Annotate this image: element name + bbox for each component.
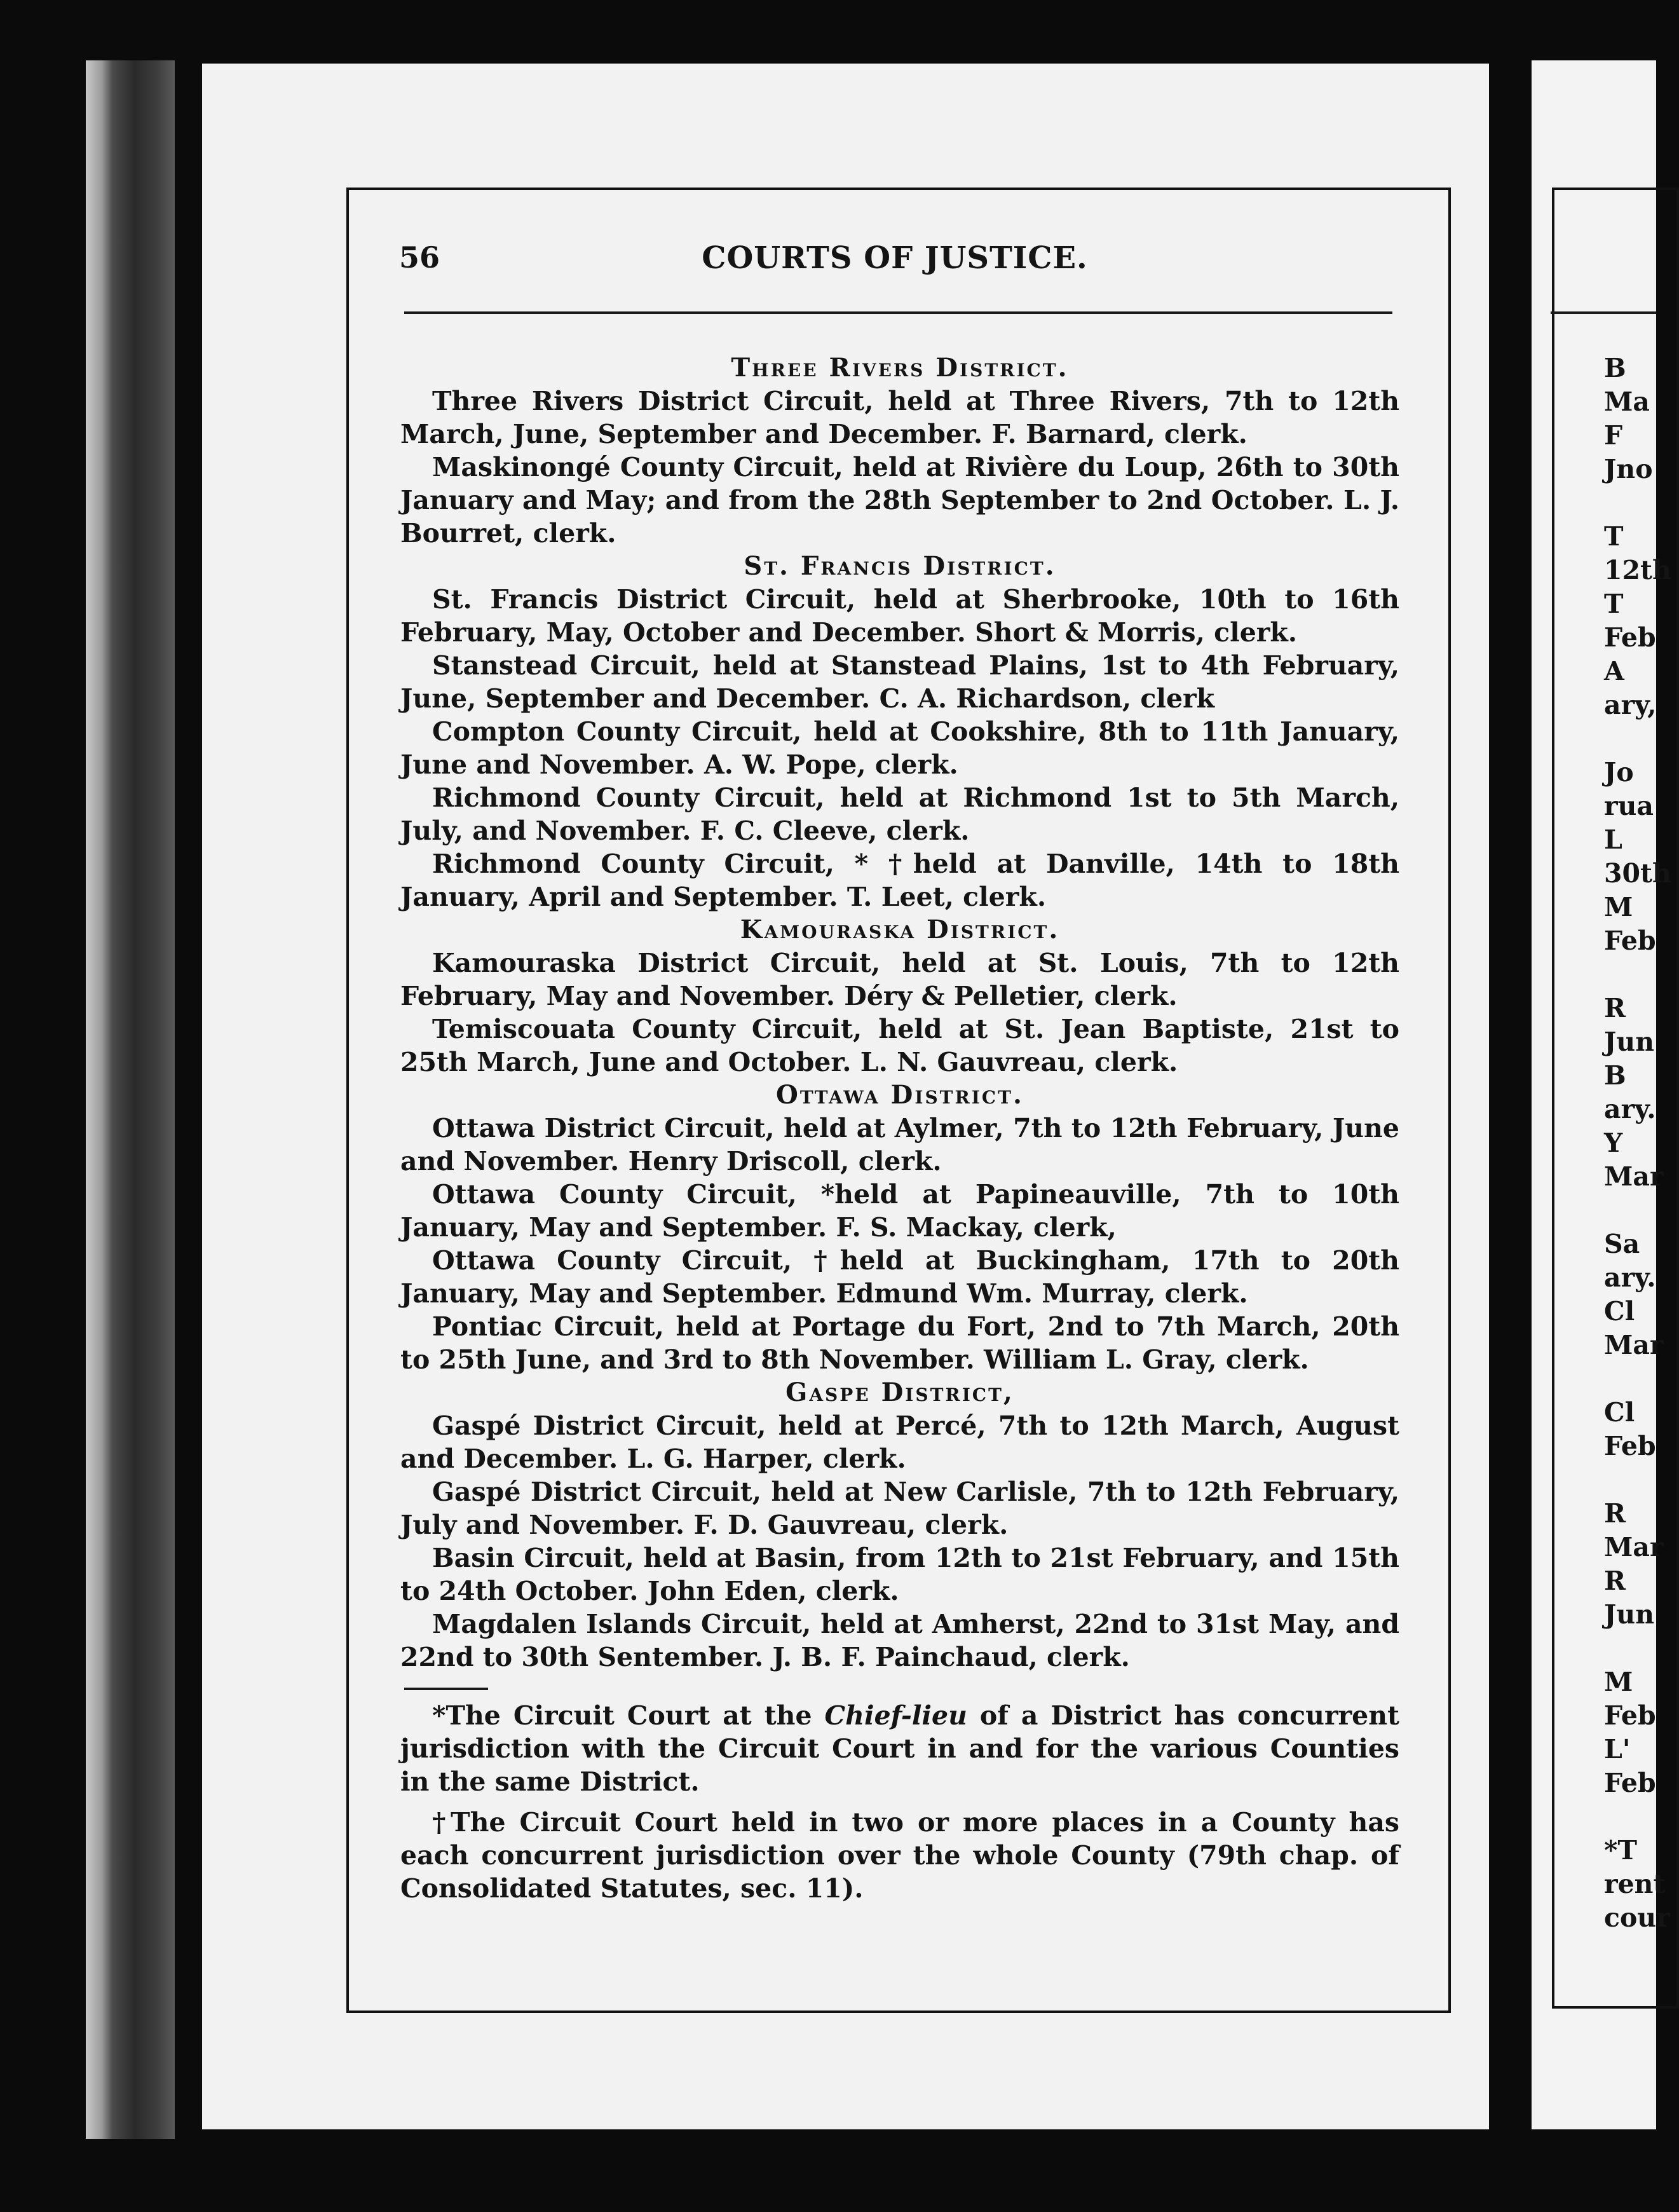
- facing-fragment: L': [1604, 1734, 1631, 1765]
- facing-fragment: 12th: [1604, 555, 1671, 585]
- facing-fragment: ary,: [1604, 690, 1657, 720]
- book-spine-shadow: [86, 60, 175, 2139]
- facing-fragment: Feb: [1604, 925, 1656, 956]
- facing-fragment: A: [1604, 656, 1624, 686]
- facing-fragment: Feb: [1604, 1768, 1656, 1798]
- facing-fragment: R: [1604, 1498, 1626, 1529]
- facing-fragment: [1604, 722, 1656, 756]
- facing-fragment: [1604, 486, 1656, 520]
- facing-header-rule: [1551, 311, 1656, 314]
- facing-fragment: Feb: [1604, 1431, 1656, 1461]
- district-heading: St. Francis District.: [744, 551, 1056, 581]
- facing-page-text-fragments: [1604, 352, 1671, 1935]
- facing-fragment: [1604, 1362, 1656, 1396]
- facing-fragment: [1604, 1800, 1656, 1834]
- facing-fragment: Cl: [1604, 1296, 1635, 1327]
- district-heading: Kamouraska District.: [740, 915, 1060, 945]
- district-heading: Ottawa District.: [776, 1080, 1024, 1110]
- circuit-entry: Basin Circuit, held at Basin, from 12th to 21st February, and 15th to 24th October. John Eden, clerk.: [400, 1543, 1399, 1606]
- facing-fragment: F: [1604, 420, 1623, 451]
- facing-fragment: R: [1604, 1566, 1626, 1596]
- facing-fragment: Jo: [1604, 757, 1634, 788]
- facing-fragment: Jun: [1604, 1027, 1655, 1057]
- facing-fragment: Y: [1604, 1128, 1623, 1158]
- circuit-entry: Gaspé District Circuit, held at New Carlisle, 7th to 12th February, July and November. F. D. Gauvreau, clerk.: [400, 1477, 1399, 1540]
- facing-fragment: 30th: [1604, 858, 1671, 889]
- facing-fragment: cour: [1604, 1902, 1670, 1933]
- running-head: [399, 240, 1390, 291]
- facing-fragment: L: [1604, 824, 1622, 855]
- facing-fragment: Mar: [1604, 1532, 1664, 1562]
- circuit-entry: Richmond County Circuit, held at Richmond 1st to 5th March, July, and November. F. C. Cleeve, clerk.: [400, 782, 1399, 846]
- footnote-star-text-end: of a District has concurrent jurisdiction with the Circuit Court in and for the various Counties in the same District.: [400, 1700, 1399, 1797]
- circuit-entry: Compton County Circuit, held at Cookshire, 8th to 11th January, June and November. A. W. Pope, clerk.: [400, 716, 1399, 780]
- district-heading: Gaspe District,: [785, 1377, 1014, 1407]
- facing-fragment: [1604, 1194, 1656, 1227]
- facing-fragment: Jno: [1604, 454, 1653, 484]
- facing-fragment: [1604, 1632, 1656, 1665]
- circuit-entry: Richmond County Circuit, * †held at Danville, 14th to 18th January, April and September. T. Leet, clerk.: [400, 849, 1399, 912]
- circuit-entry: Maskinongé County Circuit, held at Rivière du Loup, 26th to 30th January and May; and from the 28th September to 2nd October. L. J. Bourret, clerk.: [400, 452, 1399, 549]
- circuit-entry: Gaspé District Circuit, held at Percé, 7th to 12th March, August and December. L. G. Harper, clerk.: [400, 1410, 1399, 1474]
- circuit-entry: Three Rivers District Circuit, held at Three Rivers, 7th to 12th March, June, September and December. F. Barnard, clerk.: [400, 386, 1399, 449]
- circuit-entry: Magdalen Islands Circuit, held at Amherst, 22nd to 31st May, and 22nd to 30th Sentember. J. B. F. Painchaud, clerk.: [400, 1609, 1399, 1672]
- facing-fragment: R: [1604, 993, 1626, 1023]
- footnote-star-text: *The Circuit Court at the: [432, 1700, 825, 1731]
- facing-fragment: Feb: [1604, 1700, 1656, 1731]
- facing-fragment: Sa: [1604, 1229, 1640, 1259]
- facing-fragment: M: [1604, 1667, 1633, 1697]
- facing-fragment: Feb: [1604, 622, 1656, 653]
- header-rule: [404, 311, 1392, 314]
- circuit-entry: Pontiac Circuit, held at Portage du Fort, 2nd to 7th March, 20th to 25th June, and 3rd to 8th November. William L. Gray, clerk.: [400, 1311, 1399, 1375]
- circuit-entry: Temiscouata County Circuit, held at St. Jean Baptiste, 21st to 25th March, June and October. L. N. Gauvreau, clerk.: [400, 1014, 1399, 1077]
- facing-fragment: Cl: [1604, 1397, 1635, 1428]
- running-title: COURTS OF JUSTICE.: [702, 240, 1088, 276]
- footnote-dagger: †The Circuit Court held in two or more places in a County has each concurrent jurisdiction over the whole County (79th chap. of Consolidated Statutes, sec. 11).: [400, 1807, 1399, 1904]
- circuit-entry: Stanstead Circuit, held at Stanstead Plains, 1st to 4th February, June, September and December. C. A. Richardson, clerk: [400, 650, 1399, 714]
- facing-fragment: rua: [1604, 791, 1654, 821]
- facing-fragment: [1604, 1463, 1656, 1497]
- circuit-entry: Ottawa County Circuit, *held at Papineauville, 7th to 10th January, May and September. F. S. Mackay, clerk,: [400, 1179, 1399, 1243]
- facing-fragment: ary.: [1604, 1094, 1656, 1124]
- footnote-rule: [404, 1688, 488, 1690]
- facing-fragment: M: [1604, 892, 1633, 922]
- circuit-entry: Ottawa County Circuit, †held at Buckingham, 17th to 20th January, May and September. Edmund Wm. Murray, clerk.: [400, 1245, 1399, 1309]
- footnote-star: [400, 1699, 1399, 1798]
- circuit-entry: Ottawa District Circuit, held at Aylmer, 7th to 12th February, June and November. Henry Driscoll, clerk.: [400, 1113, 1399, 1177]
- district-heading: Three Rivers District.: [731, 353, 1069, 383]
- facing-fragment: Mar: [1604, 1330, 1664, 1360]
- facing-fragment: B: [1604, 353, 1626, 383]
- facing-fragment: T: [1604, 589, 1624, 619]
- facing-fragment: Jun: [1604, 1599, 1655, 1630]
- page-number: 56: [399, 240, 440, 275]
- facing-fragment: B: [1604, 1060, 1626, 1091]
- facing-fragment: [1604, 958, 1656, 992]
- footnote-star-italic: Chief-lieu: [824, 1700, 967, 1731]
- facing-fragment: rent: [1604, 1869, 1666, 1899]
- facing-fragment: *T: [1604, 1835, 1637, 1866]
- circuit-entry: Kamouraska District Circuit, held at St. Louis, 7th to 12th February, May and November. Déry & Pelletier, clerk.: [400, 948, 1399, 1011]
- facing-fragment: T: [1604, 521, 1624, 552]
- facing-fragment: Mar: [1604, 1161, 1664, 1192]
- court-listing: [400, 352, 1399, 1913]
- facing-fragment: ary.: [1604, 1262, 1656, 1293]
- circuit-entry: St. Francis District Circuit, held at Sherbrooke, 10th to 16th February, May, October and December. Short & Morris, clerk.: [400, 584, 1399, 648]
- facing-fragment: Ma: [1604, 386, 1650, 417]
